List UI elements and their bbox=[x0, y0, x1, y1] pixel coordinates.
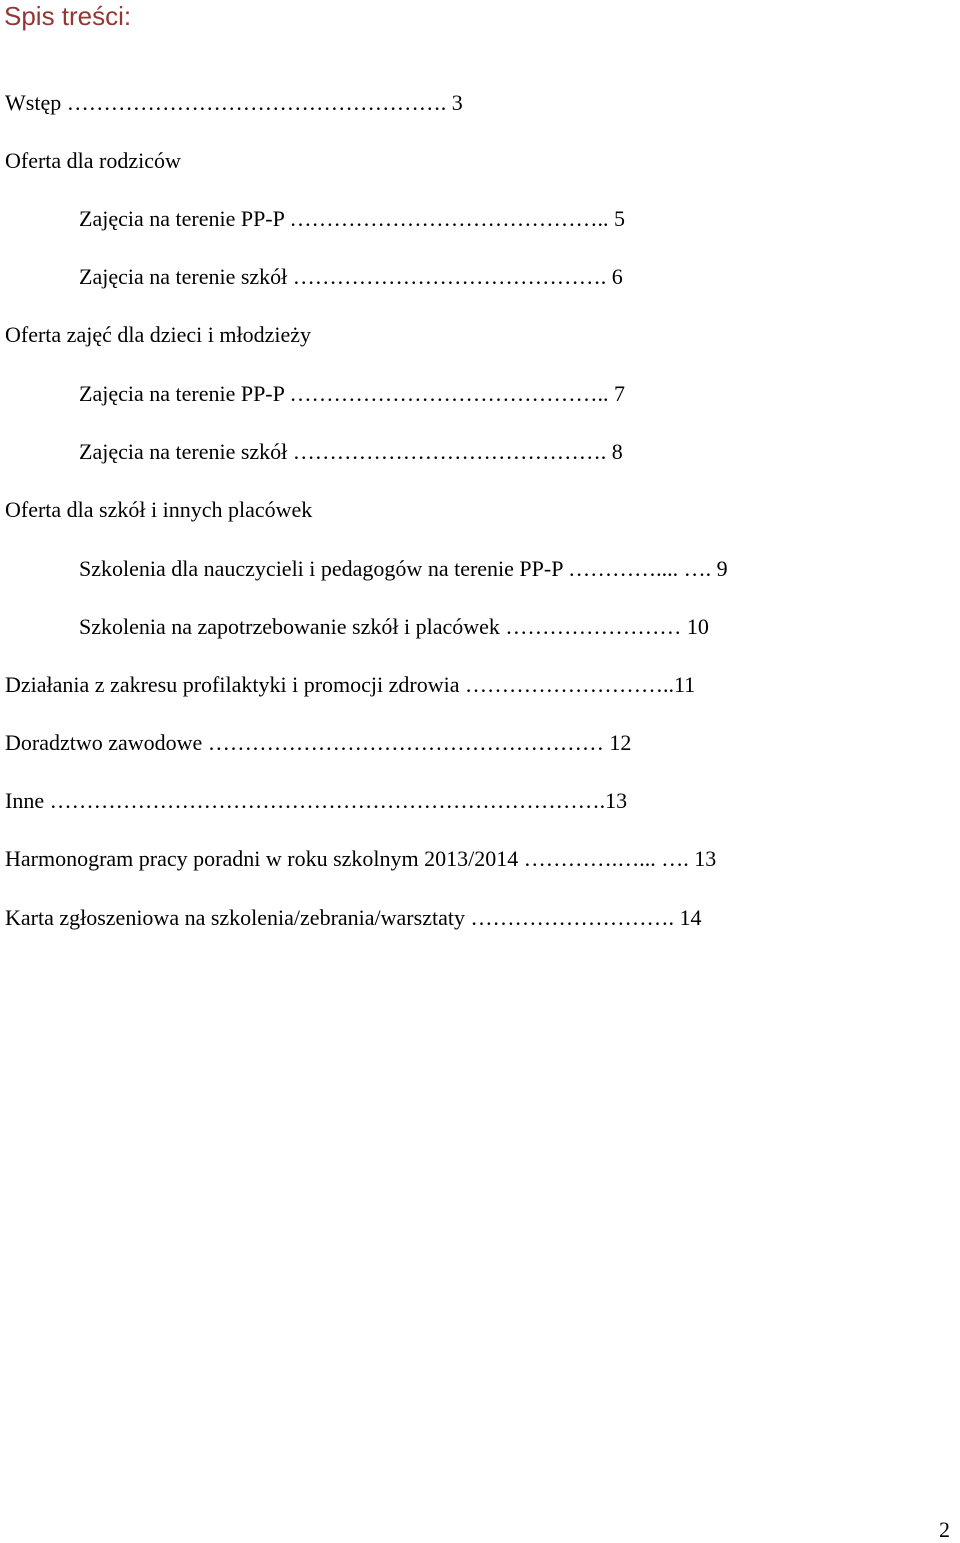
toc-entry-karta-zgloszeniowa: Karta zgłoszeniowa na szkolenia/zebrania/warsztaty ………………………. 14 bbox=[5, 905, 702, 930]
toc-entry-oferta-szkoly: Oferta dla szkół i innych placówek bbox=[5, 497, 313, 522]
toc-entry-rodzice-szkoly: Zajęcia na terenie szkół ……………………………………. 6 bbox=[79, 264, 623, 289]
toc-entry-szkolenia-nauczycieli: Szkolenia dla nauczycieli i pedagogów na terenie PP-P ………….... …. 9 bbox=[79, 556, 728, 581]
toc-title: Spis treści: bbox=[4, 1, 132, 31]
toc-entry-harmonogram: Harmonogram pracy poradni w roku szkolnym 2013/2014 ………….…... …. 13 bbox=[5, 846, 717, 871]
toc-entry-szkolenia-zapotrzebowanie: Szkolenia na zapotrzebowanie szkół i placówek …………………… 10 bbox=[79, 614, 709, 639]
page-number: 2 bbox=[939, 1517, 950, 1542]
toc-entry-rodzice-ppp: Zajęcia na terenie PP-P …………………………………….. 5 bbox=[79, 206, 626, 231]
toc-entry-profilaktyka: Działania z zakresu profilaktyki i promocji zdrowia ………………………..11 bbox=[5, 672, 696, 697]
toc-entry-oferta-rodzicow: Oferta dla rodziców bbox=[5, 148, 181, 173]
toc-entry-doradztwo: Doradztwo zawodowe ……………………………………………… 12 bbox=[5, 730, 632, 755]
toc-entry-inne: Inne ………………………………………………………………….13 bbox=[5, 788, 628, 813]
toc-entry-dzieci-szkoly: Zajęcia na terenie szkół ……………………………………. 8 bbox=[79, 439, 623, 464]
toc-entry-wstep: Wstęp ……………………………………………. 3 bbox=[5, 90, 463, 115]
toc-entry-dzieci-ppp: Zajęcia na terenie PP-P …………………………………….. 7 bbox=[79, 381, 626, 406]
toc-entry-oferta-dzieci: Oferta zajęć dla dzieci i młodzieży bbox=[5, 322, 311, 347]
